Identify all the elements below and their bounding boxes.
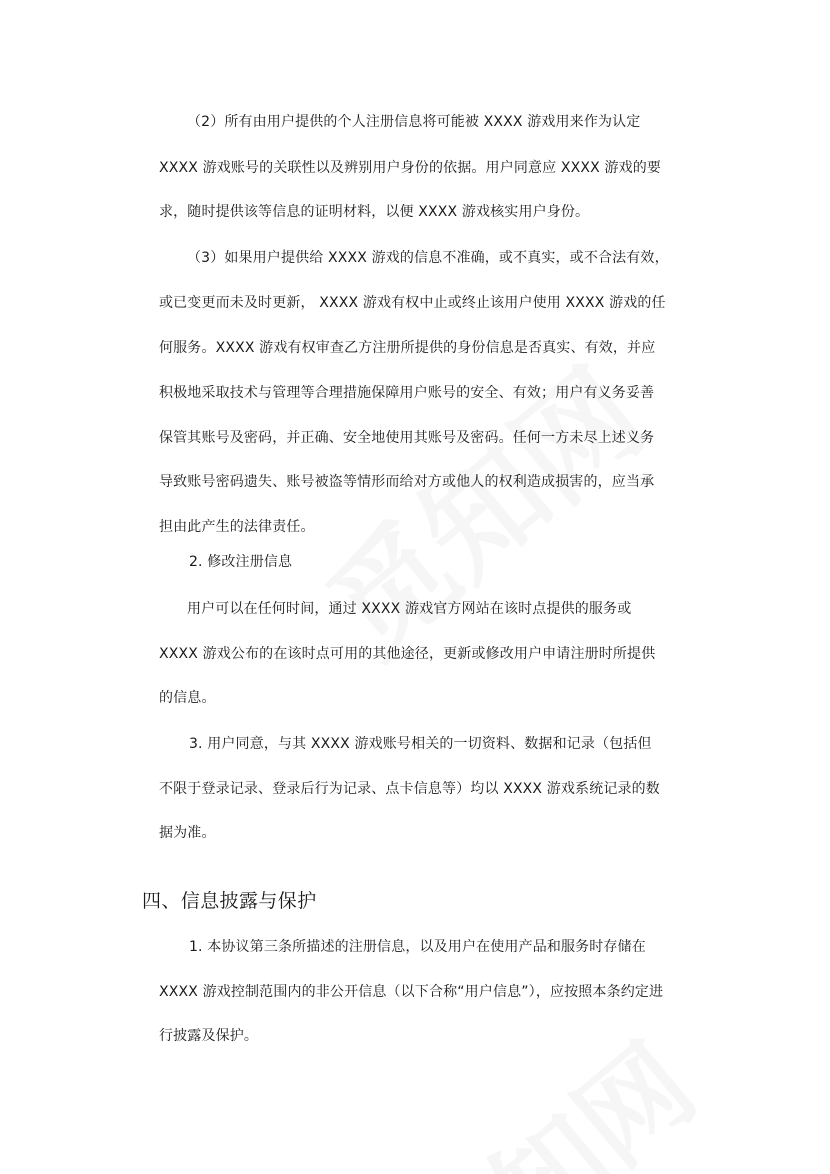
paragraph-line: 导致账号密码遗失、账号被盗等情形而给对方或他人的权利造成损害的，应当承: [159, 474, 655, 490]
paragraph-line: 据为准。: [159, 825, 216, 841]
paragraph-line: 1. 本协议第三条所描述的注册信息，以及用户在使用产品和服务时存储在: [189, 939, 646, 955]
paragraph-line: 用户可以在任何时间，通过 XXXX 游戏官方网站在该时点提供的服务或: [187, 601, 632, 617]
section-heading: 四、信息披露与保护: [142, 890, 317, 912]
paragraph-line: 的信息。: [159, 690, 216, 706]
paragraph-line: 3. 用户同意，与其 XXXX 游戏账号相关的一切资料、数据和记录（包括但: [189, 736, 652, 752]
paragraph-line: 求，随时提供该等信息的证明材料，以便 XXXX 游戏核实用户身份。: [159, 204, 590, 220]
paragraph-line: 担由此产生的法律责任。: [159, 519, 315, 535]
paragraph-line: XXXX 游戏控制范围内的非公开信息（以下合称“用户信息”），应按照本条约定进: [159, 984, 664, 1000]
paragraph-line: XXXX 游戏账号的关联性以及辨别用户身份的依据。用户同意应 XXXX 游戏的要: [159, 160, 662, 176]
watermark-logo-bottom: [368, 1002, 722, 1174]
paragraph-line: 或已变更而未及时更新， XXXX 游戏有权中止或终止该用户使用 XXXX 游戏的任: [159, 295, 666, 311]
paragraph-line: 何服务。XXXX 游戏有权审查乙方注册所提供的身份信息是否真实、有效，并应: [159, 340, 656, 356]
paragraph-line: XXXX 游戏公布的在该时点可用的其他途径，更新或修改用户申请注册时所提供: [159, 646, 656, 662]
paragraph-line: 行披露及保护。: [159, 1028, 259, 1044]
paragraph-line: 积极地采取技术与管理等合理措施保障用户账号的安全、有效；用户有义务妥善: [159, 385, 655, 401]
watermark-logo: [287, 324, 673, 687]
paragraph-line: （2）所有由用户提供的个人注册信息将可能被 XXXX 游戏用来作为认定: [187, 114, 641, 130]
list-item-title: 2. 修改注册信息: [189, 554, 293, 570]
paragraph-line: （3）如果用户提供给 XXXX 游戏的信息不准确，或不真实，或不合法有效，: [187, 250, 669, 266]
paragraph-line: 保管其账号及密码，并正确、安全地使用其账号及密码。任何一方未尽上述义务: [159, 430, 655, 446]
paragraph-line: 不限于登录记录、登录后行为记录、点卡信息等）均以 XXXX 游戏系统记录的数: [159, 781, 660, 797]
